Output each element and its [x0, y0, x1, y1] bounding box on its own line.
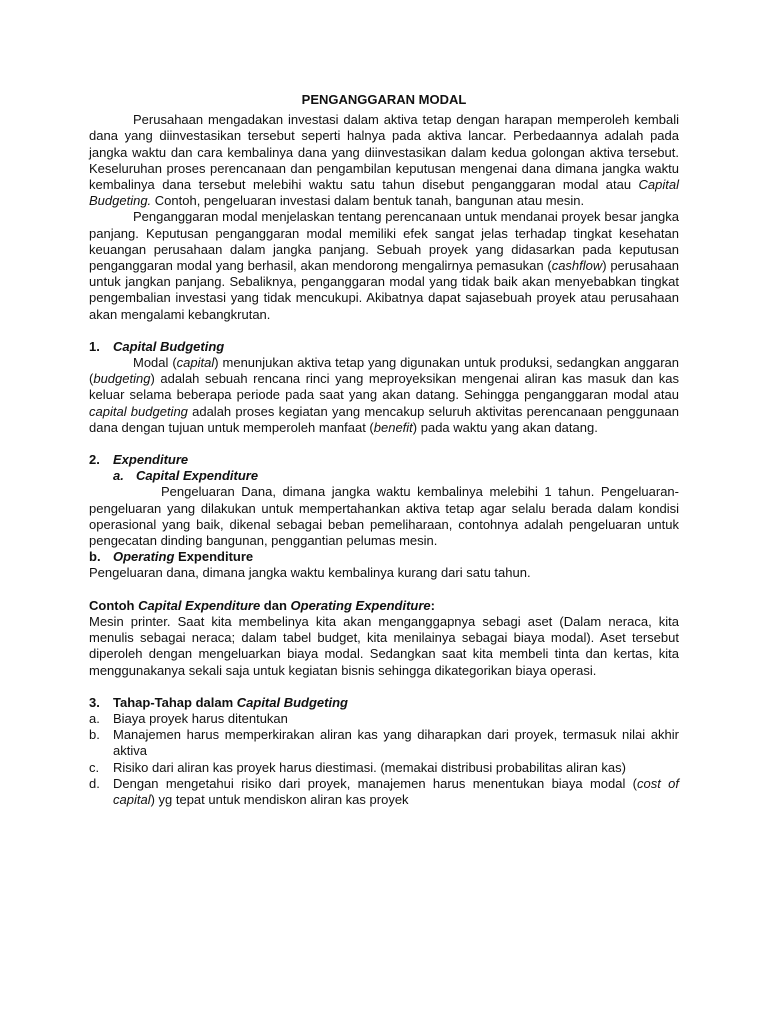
- section-2a-heading: a. Capital Expenditure: [113, 468, 259, 484]
- document-title: PENGANGGARAN MODAL: [301, 92, 467, 107]
- section-2b-paragraph: Pengeluaran dana, dimana jangka waktu kembalinya kurang dari satu tahun.: [89, 565, 531, 581]
- example-paragraph: Mesin printer. Saat kita membelinya kita akan menganggapnya sebagi aset (Dalam neraca, kita menulis sebagai neraca; dalam tabel budget, kita menilainya sebagai biaya modal). Aset tersebut diperoleh dengan mengeluarkan biaya modal. Sedangkan saat kita membeli tinta dan kertas, kita menggunakanya sekali saja untuk kegiatan bisnis sehingga dikategorikan biaya operasi.: [89, 613, 679, 678]
- list-item: a. Biaya proyek harus ditentukan: [89, 710, 288, 726]
- example-heading: Contoh Capital Expenditure dan Operating Expenditure:: [89, 597, 435, 613]
- section-2b-heading: b. Operating Expenditure: [89, 549, 254, 565]
- section-3-heading: 3. Tahap-Tahap dalam Capital Budgeting: [89, 694, 348, 710]
- document-page: [89, 92, 679, 808]
- section-3-list: [89, 711, 679, 808]
- section-1-heading: 1. Capital Budgeting: [89, 338, 225, 354]
- intro-paragraph-1: Perusahaan mengadakan investasi dalam aktiva tetap dengan harapan memperoleh kembali dana yang diinvestasikan tersebut seperti halnya pada aktiva lancar. Perbedaannya adalah pada jangka waktu dan cara kembalinya dana yang diinvestasikan dalam kedua golongan aktiva tersebut. Keseluruhan proses perencanaan dan pengambilan keputusan mengenai dana dimana jangka waktu kembalinya dana tersebut melebihi waktu satu tahun disebut penganggaran modal atau Capital Budgeting. Contoh, pengeluaran investasi dalam bentuk tanah, bangunan atau mesin.: [89, 112, 679, 209]
- list-item: b. Manajemen harus memperkirakan aliran kas yang diharapkan dari proyek, termasuk nilai akhir aktiva: [89, 727, 679, 759]
- section-1-paragraph: Modal (capital) menunjukan aktiva tetap yang digunakan untuk produksi, sedangkan anggaran (budgeting) adalah sebuah rencana rinci yang meproyeksikan mengenai aliran kas masuk dan kas keluar selama beberapa periode pada saat yang akan datang. Sehingga penganggaran modal atau capital budgeting adalah proses kegiatan yang mencakup seluruh aktivitas perencanaan penggunaan dana dengan tujuan untuk memperoleh manfaat (benefit) pada waktu yang akan datang.: [89, 355, 679, 435]
- intro-paragraph-2: Penganggaran modal menjelaskan tentang perencanaan untuk mendanai proyek besar jangka panjang. Keputusan penganggaran modal memiliki efek sangat jelas terhadap tingkat kesehatan keuangan perusahaan dalam jangka panjang. Sebuah proyek yang didasarkan pada keputusan penganggaran modal yang berhasil, akan mendorong mengalirnya pemasukan (cashflow) perusahaan untuk jangkan panjang. Sebaliknya, penganggaran modal yang tidak baik akan menyebabkan tingkat pengembalian investasi yang tidak mencukupi. Akibatnya dapat sajasebuah proyek atau perusahaan akan mengalami kebangkrutan.: [89, 209, 679, 322]
- list-item: d. Dengan mengetahui risiko dari proyek, manajemen harus menentukan biaya modal (cost of capital) yg tepat untuk mendiskon aliran kas proyek: [89, 775, 679, 807]
- list-item: c. Risiko dari aliran kas proyek harus diestimasi. (memakai distribusi probabilitas aliran kas): [89, 759, 626, 775]
- section-2-heading: 2. Expenditure: [89, 452, 189, 468]
- section-2a-paragraph: Pengeluaran Dana, dimana jangka waktu kembalinya melebihi 1 tahun. Pengeluaran-pengeluaran yang dilakukan untuk mempertahankan aktiva tetap agar selalu berada dalam kondisi operasional yang baik, dikenal sebagai beban pemeliharaan, contohnya adalah pengeluaran untuk pengecatan dinding bangunan, penggantian pelumas mesin.: [89, 484, 679, 549]
